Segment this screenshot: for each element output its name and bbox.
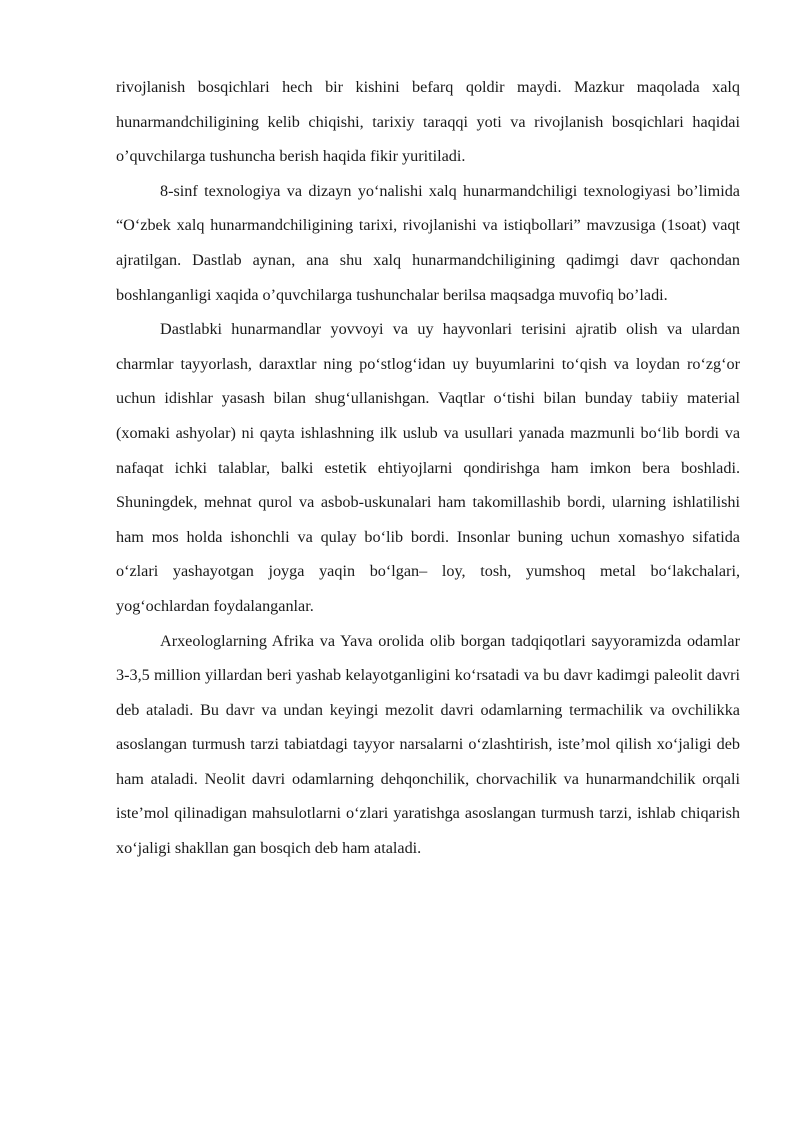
paragraph-archaeology: Arxeologlarning Afrika va Yava orolida olib borgan tadqiqotlari sayyoramizda odamlar 3-3,5 million yillardan beri yashab kelayotganligini ko‘rsatadi va bu davr kadimgi paleolit davri deb ataladi. Bu davr va undan keyingi mezolit davri odamlarning termachilik va ovchilikka asoslangan turmush tarzi tabiatdagi tayyor narsalarni o‘zlashtirish, iste’mol qilish xo‘jaligi deb ham ataladi. Neolit davri odamlarning dehqonchilik, chorvachilik va hunarmandchilik orqali iste’mol qilinadigan mahsulotlarni o‘zlari yaratishga asoslangan turmush tarzi, ishlab chiqarish xo‘jaligi shakllan gan bosqich deb ham ataladi.: [116, 631, 740, 858]
document-page: [116, 70, 740, 866]
paragraph-continuation: rivojlanish bosqichlari hech bir kishini befarq qoldir maydi. Mazkur maqolada xalq hunarmandchiligining kelib chiqishi, tarixiy taraqqi yoti va rivojlanish bosqichlari haqidai o’quvchilarga tushuncha berish haqida fikir yuritiladi.: [116, 78, 740, 166]
paragraph-lesson-topic: 8-sinf texnologiya va dizayn yo‘nalishi xalq hunarmandchiligi texnologiyasi bo’limida “O‘zbek xalq hunarmandchiligining tarixi, rivojlanishi va istiqbollari” mavzusiga (1soat) vaqt ajratilgan. Dastlab aynan, ana shu xalq hunarmandchiligining qadimgi davr qachondan boshlanganligi xaqida o’quvchilarga tushunchalar berilsa maqsadga muvofiq bo’ladi.: [116, 181, 740, 304]
paragraph-early-craftsmen: Dastlabki hunarmandlar yovvoyi va uy hayvonlari terisini ajratib olish va ulardan charmlar tayyorlash, daraxtlar ning po‘stlog‘idan uy buyumlarini to‘qish va loydan ro‘zg‘or uchun idishlar yasash bilan shug‘ullanishgan. Vaqtlar o‘tishi bilan bunday tabiiy material (xomaki ashyolar) ni qayta ishlashning ilk uslub va usullari yanada mazmunli bo‘lib bordi va nafaqat ichki talablar, balki estetik ehtiyojlarni qondirishga ham imkon bera boshladi. Shuningdek, mehnat qurol va asbob-uskunalari ham takomillashib bordi, ularning ishlatilishi ham mos holda ishonchli va qulay bo‘lib bordi. Insonlar buning uchun xomashyo sifatida o‘zlari yashayotgan joyga yaqin bo‘lgan– loy, tosh, yumshoq metal bo‘lakchalari, yog‘ochlardan foydalanganlar.: [116, 320, 740, 615]
